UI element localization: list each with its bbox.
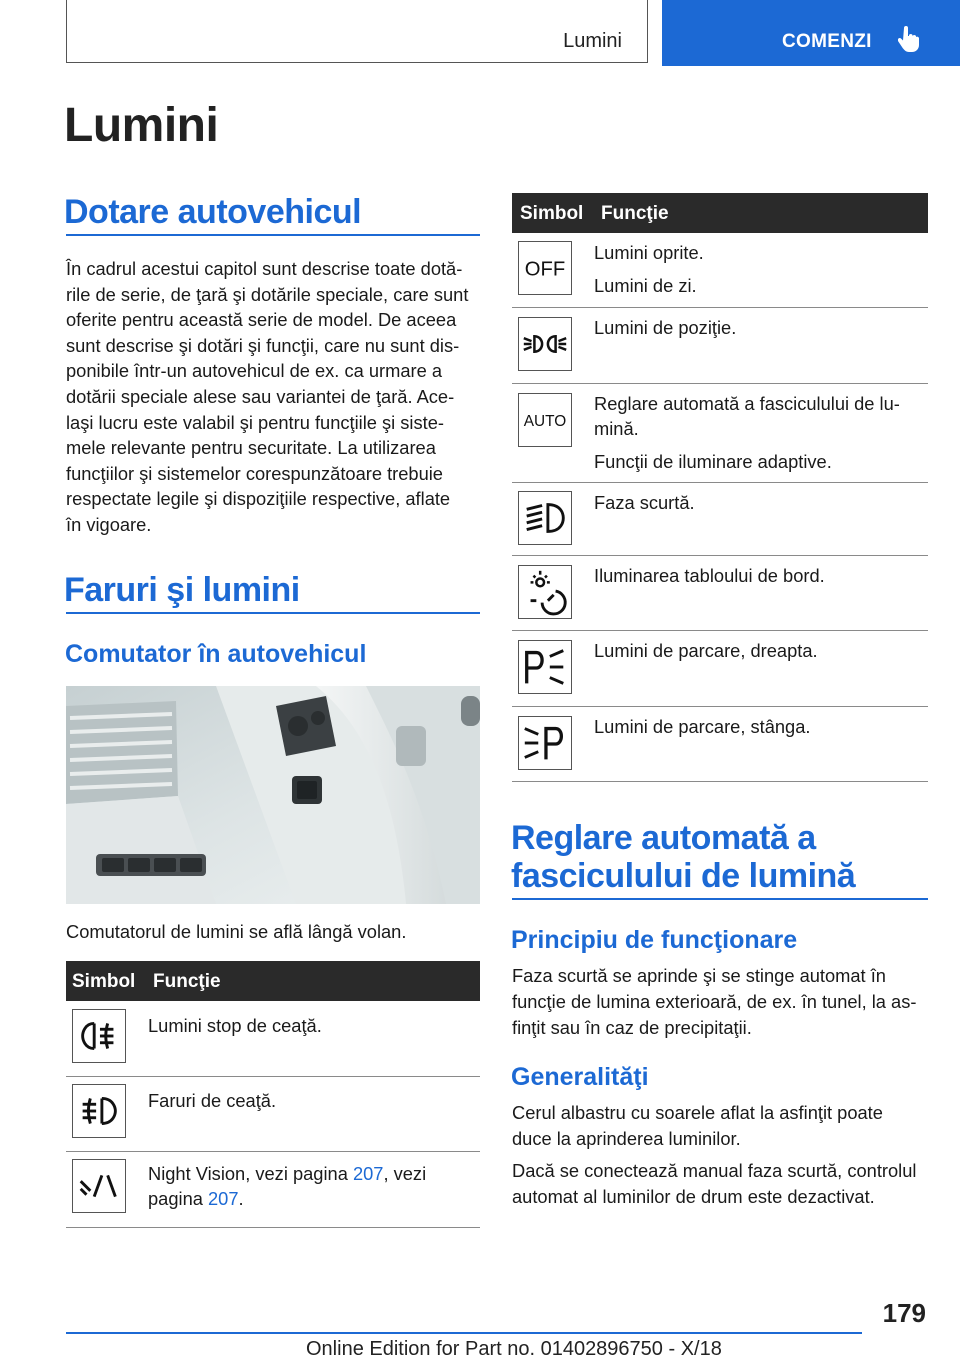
- night-vision-icon: [72, 1159, 126, 1213]
- parking-lights-icon: [518, 317, 572, 371]
- equipment-paragraph: În cadrul acestui capitol sunt descrise toate dotă- rile de serie, de ţară şi dotările speciale, care sunt oferite pentru această serie de model. De aceea sunt descrise şi dotări şi funcţii, care nu sunt dis- ponibile într-un autovehicul de ex. ca urmare a dotării speciale alese sau variantei de ţară. Ace- laşi lucru este valabil şi pentru funcţiile şi siste- mele relevante pentru securitate. La utilizarea funcţiilor şi sistemelor corespunzătoare trebuie respectate legile şi dispoziţiile respective, aflate în vigoare.: [66, 258, 469, 535]
- table-row: [512, 383, 928, 483]
- rear-fog-light-icon: [72, 1009, 126, 1063]
- table-row: [512, 307, 928, 384]
- page-title: Lumini: [64, 99, 219, 152]
- table-header: [512, 193, 928, 233]
- heading-rule: [512, 898, 928, 900]
- page-link[interactable]: 207: [352, 1163, 384, 1184]
- row-function: Lumini oprite. Lumini de zi.: [594, 242, 704, 296]
- row-function: Lumini de parcare, dreapta.: [594, 640, 818, 661]
- parking-light-left-icon: [518, 716, 572, 770]
- footer-edition: Online Edition for Part no. 01402896750 - X/18: [306, 1338, 722, 1360]
- heading-auto-beam: Reglare automată a fasciculului de lumină: [511, 819, 856, 896]
- commands-button-label: COMENZI: [782, 31, 872, 52]
- footer-rule: [66, 1332, 862, 1334]
- parking-light-right-icon: [518, 640, 572, 694]
- table-row: [66, 1076, 480, 1152]
- col-function: Funcţie: [153, 971, 221, 992]
- photo-caption: Comutatorul de lumini se află lângă volan.: [66, 921, 407, 942]
- svg-text:AUTO: AUTO: [523, 412, 567, 430]
- commands-button[interactable]: [662, 0, 960, 66]
- auto-icon: [518, 393, 572, 447]
- svg-text:OFF: OFF: [524, 258, 566, 281]
- heading-lights: Faruri şi lumini: [64, 571, 300, 609]
- instrument-lighting-icon: [518, 565, 572, 619]
- row-function: Lumini de parcare, stânga.: [594, 716, 811, 737]
- heading-principle: Principiu de funcţionare: [511, 926, 798, 954]
- row-function: Night Vision, vezi pagina 207, vezi pagina 207.: [148, 1163, 427, 1209]
- heading-switch: Comutator în autovehicul: [65, 640, 367, 668]
- heading-general: Generalităţi: [511, 1063, 649, 1091]
- page-link[interactable]: 207: [207, 1188, 239, 1209]
- dashboard-illustration: [66, 686, 480, 904]
- col-function: Funcţie: [601, 203, 669, 224]
- table-row: [66, 1151, 480, 1228]
- header-section-box: [66, 0, 648, 63]
- table-row: [512, 555, 928, 631]
- col-symbol: Simbol: [520, 203, 584, 224]
- right-symbol-table: [512, 193, 928, 781]
- page-number: 179: [882, 1298, 926, 1328]
- light-switch-photo: [66, 686, 480, 904]
- col-symbol: Simbol: [72, 971, 136, 992]
- heading-rule: [66, 234, 480, 236]
- table-row: [512, 630, 928, 707]
- header-section-title: Lumini: [563, 30, 622, 52]
- table-header: [66, 961, 480, 1001]
- principle-paragraph: Faza scurtă se aprinde şi se stinge automat în funcţie de lumina exterioară, de ex. în tunel, la as- finţit sau în caz de precipitaţii.: [512, 965, 917, 1038]
- row-function: Faruri de ceaţă.: [148, 1090, 277, 1111]
- table-row: [512, 233, 928, 308]
- row-function: Lumini de poziţie.: [594, 317, 737, 338]
- table-row: [66, 1001, 480, 1077]
- front-fog-light-icon: [72, 1084, 126, 1138]
- row-function: Lumini stop de ceaţă.: [148, 1015, 322, 1036]
- heading-rule: [66, 612, 480, 614]
- general-paragraph-2: Dacă se conectează manual faza scurtă, controlul automat al luminilor de drum este dezactivat.: [512, 1160, 917, 1207]
- heading-equipment: Dotare autovehicul: [64, 193, 362, 231]
- row-function: Faza scurtă.: [594, 492, 695, 513]
- row-function: Reglare automată a fasciculului de lu- mină. Funcţii de iluminare adaptive.: [594, 393, 900, 472]
- row-function: Iluminarea tabloului de bord.: [594, 565, 825, 586]
- table-row: [512, 706, 928, 782]
- low-beam-icon: [518, 491, 572, 545]
- off-icon: [518, 241, 572, 295]
- table-row: [512, 482, 928, 556]
- left-symbol-table: [66, 961, 480, 1227]
- pointing-hand-icon: [898, 26, 920, 52]
- general-paragraph-1: Cerul albastru cu soarele aflat la asfinţit poate duce la aprinderea luminilor.: [512, 1102, 883, 1149]
